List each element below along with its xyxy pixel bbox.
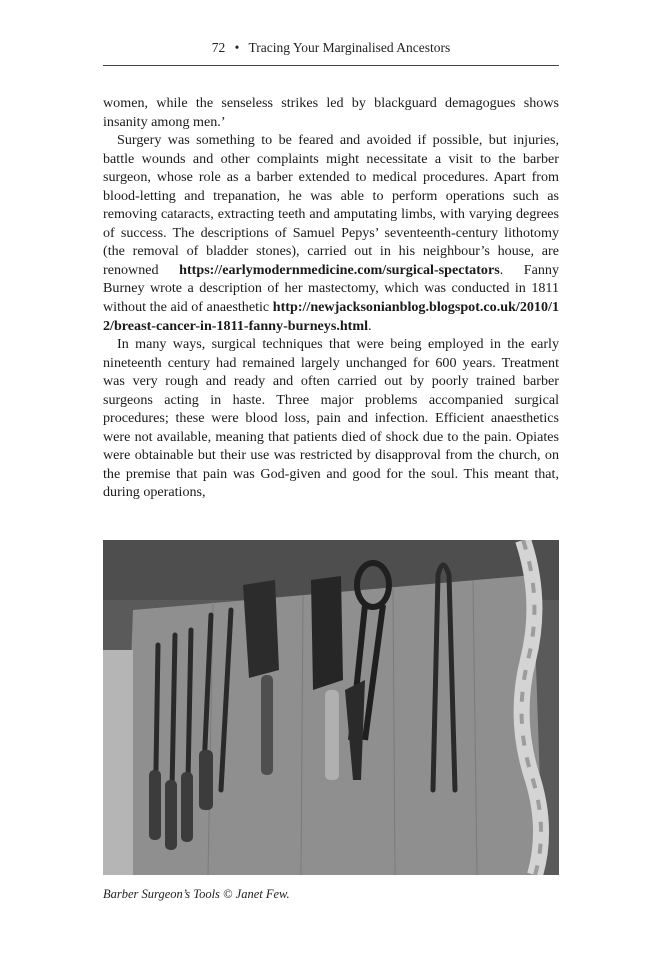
barber-surgeon-tools-photo (103, 540, 559, 875)
cleaver-handle-2 (325, 690, 339, 780)
paragraph-2-text-b: . Fanny Burney wrote a description of her mastectomy, which was conducted in 1811 without the aid of anaesthetic (103, 261, 560, 316)
running-header (103, 40, 559, 56)
cloth-left (103, 650, 133, 875)
cleaver-blade-2 (311, 576, 343, 690)
paragraph-1: women, while the senseless strikes led by blackguard demagogues shows insanity among men.’ (103, 95, 559, 130)
page-number: 72 (211, 40, 226, 55)
body-text (103, 94, 559, 502)
url-fanny-burney[interactable]: http://newjacksonianblog.blogspot.co.uk/2010/12/breast-cancer-in-1811-fanny-burneys.html (103, 299, 559, 334)
paragraph-2 (103, 131, 559, 335)
header-rule (103, 65, 559, 66)
paragraph-2-text-a: Surgery was something to be feared and avoided if possible, but injuries, battle wounds and other complaints might necessitate a visit to the barber surgeon, whose role as a barber extended to medical procedures. Apart from blood-letting and trepanation, he was able to perform operations such as removing cataracts, extracting teeth and amputating limbs, with varying degrees of success. The descriptions of Samuel Pepys’ seventeenth-century lithotomy (the removal of bladder stones), carried out in his neighbour’s house, are renowned (103, 132, 559, 278)
header-separator: • (234, 40, 240, 55)
paragraph-3: In many ways, surgical techniques that were being employed in the early nineteenth century had remained largely unchanged for 600 years. Treatment was very rough and ready and often carried out by poorly trained barber surgeons acting in haste. Three major problems accompanied surgical procedures; these were blood loss, pain and infection. Efficient anaesthetics were not available, meaning that patients died of shock due to the pain. Opiates were obtainable but their use was restricted by disapproval from the church, on the premise that pain was God-given and good for the soul. This meant that, during operations, (103, 336, 559, 501)
url-surgical-spectators[interactable]: https://earlymodernmedicine.com/surgical-spectators (179, 261, 500, 278)
cleaver-handle-1 (261, 675, 273, 775)
paragraph-2-text-c: . (368, 317, 372, 334)
cleaver-blade-1 (243, 580, 279, 678)
photo-drawing (103, 540, 559, 875)
figure-caption: Barber Surgeon’s Tools © Janet Few. (103, 887, 290, 901)
running-title: Tracing Your Marginalised Ancestors (248, 40, 451, 55)
